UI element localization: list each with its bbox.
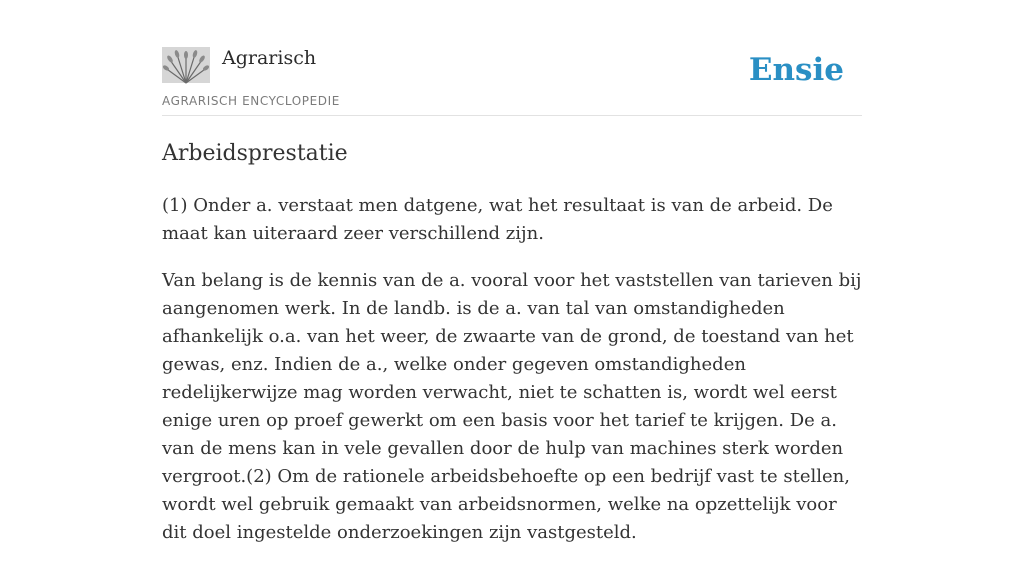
- article-body: [162, 192, 862, 566]
- book-title-link[interactable]: Agrarisch: [222, 47, 317, 69]
- article-title: Arbeidsprestatie: [162, 141, 348, 166]
- article-paragraph: (1) Onder a. verstaat men datgene, wat het resultaat is van de arbeid. De maat kan uiteraard zeer verschillend zijn.: [162, 195, 833, 244]
- brand-logo-link[interactable]: Ensie: [748, 52, 844, 88]
- site-header: [162, 0, 862, 116]
- book-subtitle: AGRARISCH ENCYCLOPEDIE: [162, 94, 340, 108]
- wheat-sheaf-icon[interactable]: [162, 47, 210, 83]
- content-column: [162, 0, 862, 543]
- article-paragraph: Van belang is de kennis van de a. vooral voor het vaststellen van tarieven bij aangenomen werk. In de landb. is de a. van tal van omstandigheden afhankelijk o.a. van het weer, de zwaarte van de grond, de toestand van het gewas, enz. Indien de a., welke onder gegeven omstandigheden redelijkerwijze mag worden verwacht, niet te schatten is, wordt wel eerst enige uren op proef gewerkt om een basis voor het tarief te krijgen. De a. van de mens kan in vele gevallen door de hulp van machines sterk worden vergroot.(2) Om de rationele arbeidsbehoefte op een bedrijf vast te stellen, wordt wel gebruik gemaakt van arbeidsnormen, welke na opzettelijk voor dit doel ingestelde onderzoekingen zijn vastgesteld.: [162, 270, 862, 543]
